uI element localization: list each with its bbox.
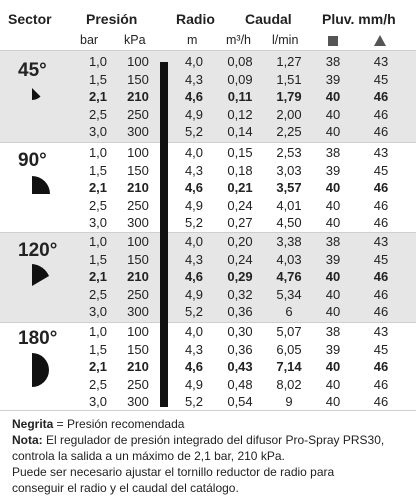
- header-bar: bar: [80, 33, 99, 47]
- cell-pluv-triangle: 45: [373, 162, 389, 178]
- separator: [0, 322, 416, 323]
- cell-lmin: 2,53: [276, 145, 302, 160]
- cell-bar: 3,0: [88, 304, 108, 320]
- cell-pluv-square: 40: [325, 180, 341, 196]
- cell-bar: 2,5: [88, 106, 108, 122]
- cell-bar: 3,0: [88, 124, 108, 140]
- header-caudal: Caudal: [245, 11, 292, 27]
- cell-m3h: 0,24: [227, 197, 253, 213]
- cell-lmin: 6,05: [276, 341, 302, 357]
- cell-radio: 4,9: [184, 376, 204, 392]
- cell-pluv-square: 38: [325, 234, 341, 249]
- cell-m3h: 0,48: [227, 376, 253, 392]
- cell-radio: 4,3: [184, 71, 204, 87]
- cell-m3h: 0,21: [227, 180, 253, 196]
- cell-bar: 1,5: [88, 341, 108, 357]
- cell-bar: 2,1: [88, 269, 108, 285]
- cell-kpa: 100: [127, 54, 149, 69]
- note-line: Puede ser necesario ajustar el tornillo reductor de radio para: [12, 465, 335, 479]
- sector-label: 90°: [18, 150, 47, 171]
- cell-m3h: 0,24: [227, 251, 253, 267]
- cell-bar: 3,0: [88, 215, 108, 231]
- cell-pluv-square: 39: [325, 341, 341, 357]
- cell-pluv-square: 38: [325, 145, 341, 160]
- column-divider-bar: [160, 62, 168, 407]
- pie-90-icon: [30, 174, 52, 196]
- cell-radio: 5,2: [184, 215, 204, 231]
- cell-kpa: 300: [127, 124, 149, 140]
- cell-pluv-triangle: 46: [373, 394, 389, 410]
- cell-pluv-triangle: 46: [373, 180, 389, 196]
- cell-lmin: 7,14: [276, 359, 302, 375]
- cell-pluv-square: 39: [325, 251, 341, 267]
- cell-pluv-triangle: 43: [373, 324, 389, 339]
- cell-m3h: 0,36: [227, 304, 253, 320]
- cell-pluv-square: 40: [325, 376, 341, 392]
- cell-pluv-square: 40: [325, 124, 341, 140]
- cell-bar: 2,1: [88, 180, 108, 196]
- cell-bar: 1,0: [88, 234, 108, 249]
- cell-m3h: 0,32: [227, 286, 253, 302]
- cell-kpa: 210: [127, 180, 149, 196]
- cell-kpa: 210: [127, 359, 149, 375]
- separator: [0, 142, 416, 143]
- cell-pluv-triangle: 45: [373, 251, 389, 267]
- cell-kpa: 250: [127, 106, 149, 122]
- cell-radio: 4,0: [184, 54, 204, 69]
- cell-radio: 4,9: [184, 286, 204, 302]
- square-icon: [328, 36, 338, 46]
- cell-pluv-square: 39: [325, 71, 341, 87]
- cell-pluv-triangle: 46: [373, 376, 389, 392]
- cell-radio: 4,6: [184, 359, 204, 375]
- cell-kpa: 150: [127, 162, 149, 178]
- cell-bar: 2,5: [88, 197, 108, 213]
- cell-m3h: 0,30: [227, 324, 253, 339]
- cell-pluv-square: 40: [325, 286, 341, 302]
- cell-radio: 5,2: [184, 124, 204, 140]
- note-nota: [12, 433, 384, 448]
- cell-kpa: 300: [127, 215, 149, 231]
- cell-m3h: 0,09: [227, 71, 253, 87]
- cell-pluv-triangle: 43: [373, 54, 389, 69]
- cell-m3h: 0,43: [227, 359, 253, 375]
- cell-radio: 4,0: [184, 145, 204, 160]
- cell-pluv-square: 40: [325, 359, 341, 375]
- cell-m3h: 0,36: [227, 341, 253, 357]
- cell-kpa: 150: [127, 71, 149, 87]
- cell-kpa: 210: [127, 89, 149, 105]
- cell-radio: 4,3: [184, 341, 204, 357]
- cell-m3h: 0,12: [227, 106, 253, 122]
- cell-radio: 4,0: [184, 234, 204, 249]
- cell-m3h: 0,18: [227, 162, 253, 178]
- cell-lmin: 3,03: [276, 162, 302, 178]
- cell-kpa: 150: [127, 251, 149, 267]
- cell-lmin: 4,50: [276, 215, 302, 231]
- note-line: conseguir el radio y el caudal del catálogo.: [12, 481, 239, 495]
- cell-kpa: 100: [127, 145, 149, 160]
- cell-pluv-triangle: 46: [373, 215, 389, 231]
- cell-bar: 1,0: [88, 324, 108, 339]
- cell-lmin: 4,01: [276, 197, 302, 213]
- cell-pluv-square: 40: [325, 197, 341, 213]
- cell-radio: 4,6: [184, 89, 204, 105]
- triangle-icon: [374, 35, 386, 46]
- cell-m3h: 0,11: [227, 89, 253, 105]
- cell-lmin: 5,34: [276, 286, 302, 302]
- cell-m3h: 0,29: [227, 269, 253, 285]
- cell-radio: 4,9: [184, 197, 204, 213]
- header-kpa: kPa: [124, 33, 146, 47]
- header-m: m: [187, 33, 198, 47]
- cell-pluv-triangle: 45: [373, 71, 389, 87]
- cell-lmin: 6: [285, 304, 293, 320]
- cell-pluv-square: 40: [325, 394, 341, 410]
- cell-bar: 2,1: [88, 89, 108, 105]
- cell-radio: 5,2: [184, 304, 204, 320]
- cell-lmin: 2,00: [276, 106, 302, 122]
- sector-label: 120°: [18, 240, 58, 261]
- cell-bar: 1,5: [88, 162, 108, 178]
- cell-kpa: 100: [127, 324, 149, 339]
- cell-bar: 1,0: [88, 145, 108, 160]
- cell-lmin: 9: [285, 394, 293, 410]
- cell-radio: 4,3: [184, 162, 204, 178]
- cell-lmin: 4,76: [276, 269, 302, 285]
- cell-kpa: 150: [127, 341, 149, 357]
- cell-lmin: 3,57: [276, 180, 302, 196]
- negrita-text: = Presión recomendada: [53, 417, 185, 431]
- cell-pluv-triangle: 46: [373, 89, 389, 105]
- cell-radio: 4,9: [184, 106, 204, 122]
- cell-lmin: 3,38: [276, 234, 302, 249]
- header-pluv: Pluv. mm/h: [322, 11, 396, 27]
- cell-pluv-triangle: 46: [373, 269, 389, 285]
- cell-bar: 2,5: [88, 286, 108, 302]
- cell-radio: 4,0: [184, 324, 204, 339]
- nota-text: El regulador de presión integrado del difusor Pro-Spray PRS30,: [42, 433, 385, 447]
- pie-180-icon: [30, 352, 52, 388]
- cell-radio: 4,6: [184, 269, 204, 285]
- separator: [0, 232, 416, 233]
- cell-kpa: 250: [127, 197, 149, 213]
- pie-45-icon: [30, 86, 46, 102]
- cell-pluv-triangle: 46: [373, 359, 389, 375]
- cell-lmin: 1,27: [276, 54, 302, 69]
- header-m3h: m³/h: [226, 33, 251, 47]
- cell-pluv-square: 38: [325, 54, 341, 69]
- cell-m3h: 0,15: [227, 145, 253, 160]
- header-radio: Radio: [176, 11, 215, 27]
- cell-kpa: 210: [127, 269, 149, 285]
- pie-120-icon: [30, 262, 52, 288]
- cell-kpa: 300: [127, 394, 149, 410]
- nota-label: Nota:: [12, 433, 43, 447]
- cell-lmin: 1,79: [276, 89, 302, 105]
- sector-label: 45°: [18, 60, 47, 81]
- cell-bar: 1,5: [88, 251, 108, 267]
- cell-bar: 2,1: [88, 359, 108, 375]
- cell-pluv-triangle: 46: [373, 197, 389, 213]
- cell-bar: 3,0: [88, 394, 108, 410]
- cell-kpa: 250: [127, 286, 149, 302]
- cell-radio: 4,6: [184, 180, 204, 196]
- cell-pluv-square: 40: [325, 269, 341, 285]
- negrita-label: Negrita: [12, 417, 54, 431]
- cell-pluv-square: 40: [325, 304, 341, 320]
- cell-bar: 2,5: [88, 376, 108, 392]
- header-sector: Sector: [8, 11, 52, 27]
- header-presion: Presión: [86, 11, 138, 27]
- cell-pluv-triangle: 46: [373, 106, 389, 122]
- note-negrita: [12, 417, 184, 432]
- cell-pluv-triangle: 46: [373, 304, 389, 320]
- cell-lmin: 5,07: [276, 324, 302, 339]
- cell-lmin: 2,25: [276, 124, 302, 140]
- cell-radio: 4,3: [184, 251, 204, 267]
- cell-pluv-triangle: 43: [373, 145, 389, 160]
- cell-lmin: 1,51: [276, 71, 302, 87]
- cell-m3h: 0,08: [227, 54, 253, 69]
- sector-label: 180°: [18, 328, 58, 349]
- cell-kpa: 250: [127, 376, 149, 392]
- cell-pluv-square: 38: [325, 324, 341, 339]
- separator: [0, 50, 416, 51]
- cell-pluv-square: 39: [325, 162, 341, 178]
- cell-lmin: 8,02: [276, 376, 302, 392]
- header-lmin: l/min: [272, 33, 299, 47]
- cell-pluv-triangle: 46: [373, 286, 389, 302]
- cell-m3h: 0,27: [227, 215, 253, 231]
- cell-radio: 5,2: [184, 394, 204, 410]
- cell-m3h: 0,14: [227, 124, 253, 140]
- cell-lmin: 4,03: [276, 251, 302, 267]
- cell-pluv-triangle: 46: [373, 124, 389, 140]
- note-line: controla la salida a un máximo de 2,1 bar, 210 kPa.: [12, 449, 285, 463]
- cell-m3h: 0,20: [227, 234, 253, 249]
- cell-bar: 1,0: [88, 54, 108, 69]
- cell-pluv-square: 40: [325, 89, 341, 105]
- cell-kpa: 100: [127, 234, 149, 249]
- cell-pluv-triangle: 43: [373, 234, 389, 249]
- cell-m3h: 0,54: [227, 394, 253, 410]
- cell-bar: 1,5: [88, 71, 108, 87]
- cell-pluv-square: 40: [325, 106, 341, 122]
- cell-kpa: 300: [127, 304, 149, 320]
- cell-pluv-square: 40: [325, 215, 341, 231]
- cell-pluv-triangle: 45: [373, 341, 389, 357]
